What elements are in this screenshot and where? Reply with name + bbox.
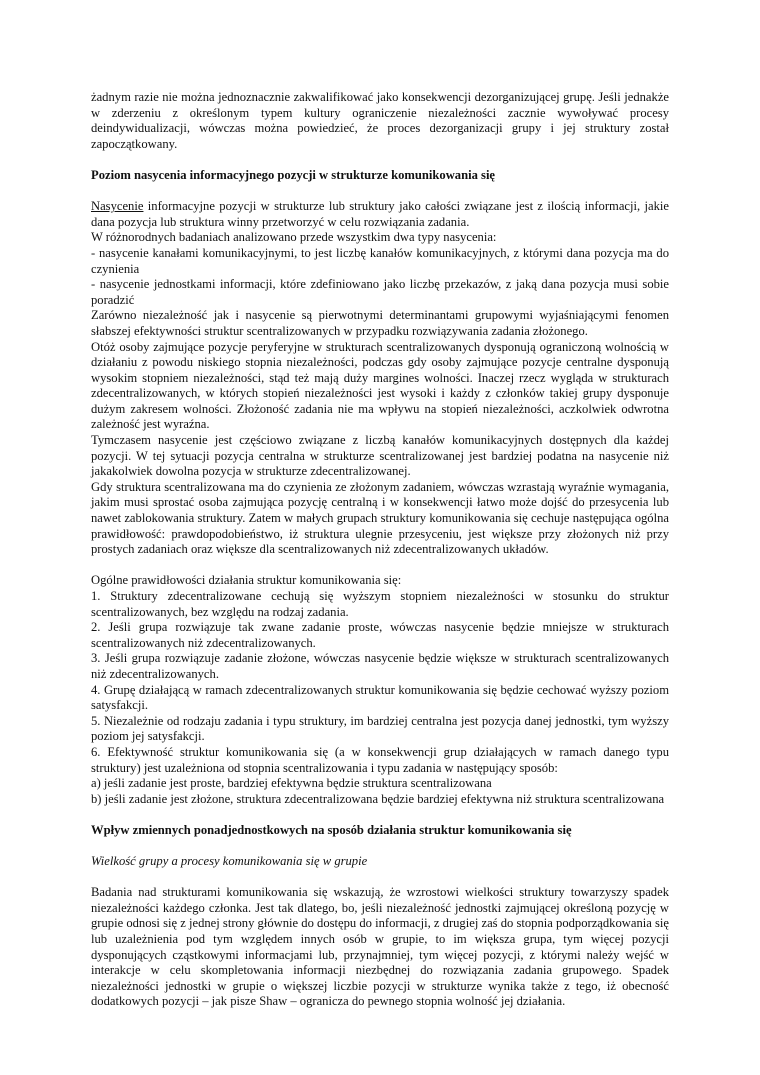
intro-paragraph: żadnym razie nie można jednoznacznie zakwalifikować jako konsekwencji dezorganizującej grupę. Jeśli jednakże w zderzeniu z określonym typem kultury ograniczenie niezależności zacznie wywoływać procesy deindywidualizacji, wówczas można powiedzieć, że proces dezorganizacji grupy i jej struktury został zapoczątkowany. <box>91 90 669 151</box>
rule-item: b) jeśli zadanie jest złożone, struktura zdecentralizowana będzie bardziej efektywna niż struktura scentralizowana <box>91 791 665 806</box>
definition-text: informacyjne pozycji w strukturze lub struktury jako całości związane jest z ilością informacji, jakie dana pozycja lub struktura winny przetworzyć w celu rozwiązania zadania. <box>91 199 669 229</box>
spacer <box>91 870 669 886</box>
spacer <box>91 184 669 200</box>
paragraph: Badania nad strukturami komunikowania się wskazują, że wzrostowi wielkości struktury towarzyszy spadek niezależności każdego członka. Jest tak dlatego, bo, jeśli niezależność jednostki zajmującej określoną pozycję w grupie odnosi się z jednej strony głównie do dostępu do informacji, z drugiej zaś do stopnia podporządkowania się lub uzależnienia pod tym względem innych osób w grupie, to im większa grupa, tym więcej pozycji dysponujących cząstkowymi informacjami lub, przynajmniej, tym więcej pozycji, z którymi należy wejść w interakcje w celu skompletowania informacji niezbędnej do rozwiązania zadania grupowego. Spadek niezależności jednostki w grupie o większej liczbie pozycji w strukturze wynika także z tego, iż obecność dodatkowych pozycji – jak pisze Shaw – ogranicza do pewnego stopnia wolność jej działania. <box>91 885 669 1009</box>
paragraph: Zarówno niezależność jak i nasycenie są pierwotnymi determinantami grupowymi wyjaśniającymi fenomen słabszej efektywności struktur scentralizowanych w przypadku rozwiązywania zadania złożonego. <box>91 308 669 338</box>
rule-item: a) jeśli zadanie jest proste, bardziej efektywna będzie struktura scentralizowana <box>91 776 492 791</box>
section-heading-saturation: Poziom nasycenia informacyjnego pozycji w strukturze komunikowania się <box>91 167 496 182</box>
spacer <box>91 152 669 168</box>
rules-intro: Ogólne prawidłowości działania struktur komunikowania się: <box>91 573 402 588</box>
underlined-term: Nasycenie <box>91 199 144 214</box>
rule-item: 2. Jeśli grupa rozwiązuje tak zwane zadanie proste, wówczas nasycenie będzie mniejsze w strukturach scentralizowanych niż zdecentralizowanych. <box>91 620 669 650</box>
rule-item: 1. Struktury zdecentralizowane cechują się wyższym stopniem niezależności w stosunku do struktur scentralizowanych, bez względu na rodzaj zadania. <box>91 589 669 619</box>
paragraph: Gdy struktura scentralizowana ma do czynienia ze złożonym zadaniem, wówczas wzrastają wyraźnie wymagania, jakim musi sprostać osoba zajmująca pozycję centralną i w konsekwencji łatwo może dojść do przesycenia lub nawet zablokowania struktury. Zatem w małych grupach struktury komunikowania się cechuje następująca ogólna prawidłowość: prawdopodobieństwo, iż struktura ulegnie przesyceniu, jest większe przy złożonych niż przy prostych zadaniach oraz większe dla scentralizowanych niż zdecentralizowanych układów. <box>91 479 669 557</box>
rule-item: 6. Efektywność struktur komunikowania się (a w konsekwencji grup działających w ramach danego typu struktury) jest uzależniona od stopnia scentralizowania i typu zadania w następujący sposób: <box>91 744 669 775</box>
definition-paragraph <box>91 199 669 230</box>
rule-item: 5. Niezależnie od rodzaju zadania i typu struktury, im bardziej centralna jest pozycja danej jednostki, tym wyższy poziom jej satysfakcji. <box>91 713 669 744</box>
paragraph: Tymczasem nasycenie jest częściowo związane z liczbą kanałów komunikacyjnych dostępnych dla każdej pozycji. W tej sytuacji pozycja centralna w strukturze scentralizowanej jest bardziej podatna na nasycenie niż jakakolwiek dowolna pozycja w strukturze zdecentralizowanej. <box>91 433 669 479</box>
rule-item: 3. Jeśli grupa rozwiązuje zadanie złożone, wówczas nasycenie będzie większe w strukturach scentralizowanych niż zdecentralizowanych. <box>91 651 669 681</box>
rule-item: 4. Grupę działającą w ramach zdecentralizowanych struktur komunikowania się będzie cechować wyższy poziom satysfakcji. <box>91 682 669 713</box>
list-item: - nasycenie jednostkami informacji, które zdefiniowano jako liczbę przekazów, z jaką dana pozycja musi sobie poradzić <box>91 277 669 307</box>
spacer <box>91 839 669 855</box>
subsection-heading: Wielkość grupy a procesy komunikowania się w grupie <box>91 854 368 869</box>
section-heading-variables: Wpływ zmiennych ponadjednostkowych na sposób działania struktur komunikowania się <box>91 822 572 837</box>
paragraph: W różnorodnych badaniach analizowano przede wszystkim dwa typy nasycenia: <box>91 230 497 245</box>
paragraph: Otóż osoby zajmujące pozycje peryferyjne w strukturach scentralizowanych dysponują ograniczoną wolnością w działaniu z powodu niskiego stopnia niezależności, podczas gdy osoby zajmujące pozycje centralne dysponują wysokim stopniem niezależności, stąd też mają duży margines wolności. Inaczej rzecz wygląda w strukturach zdecentralizowanych, w których stopień niezależności jest wysoki i każdy z członków takiej grupy dysponuje dużym zakresem wolności. Złożoność zadania nie ma wpływu na stopień niezależności, aczkolwiek odwrotna zależność jest wyraźna. <box>91 339 669 432</box>
spacer <box>91 558 669 574</box>
document-page <box>91 90 669 1010</box>
spacer <box>91 807 669 823</box>
list-item: - nasycenie kanałami komunikacyjnymi, to jest liczbę kanałów komunikacyjnych, z którymi dana pozycja ma do czynienia <box>91 245 669 276</box>
